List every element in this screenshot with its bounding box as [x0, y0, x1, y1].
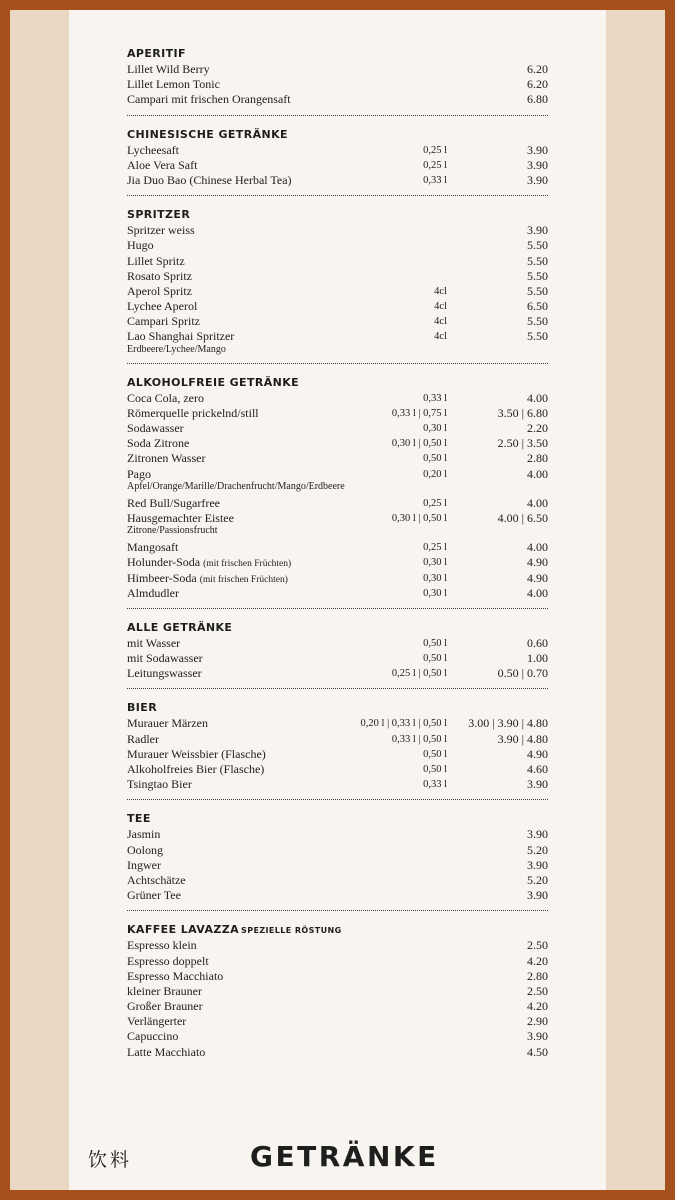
item-name-text: Lycheesaft: [127, 142, 179, 157]
item-price: 4.90: [527, 555, 548, 570]
item-name-text: Campari mit frischen Orangensaft: [127, 92, 291, 107]
menu-item: [127, 888, 548, 903]
section-title: [127, 811, 548, 827]
item-price: 4.90: [527, 746, 548, 761]
dotted-divider: [127, 363, 548, 364]
item-volume: 0,30 l: [423, 587, 447, 599]
item-name-text: mit Wasser: [127, 635, 181, 650]
item-volume: 0,20 l | 0,33 l | 0,50 l: [360, 718, 447, 730]
item-price: 3.90: [527, 1029, 548, 1044]
item-name-text: Grüner Tee: [127, 888, 181, 903]
item-name: [127, 496, 220, 511]
item-name: [127, 1045, 205, 1060]
menu-item: [127, 586, 548, 601]
menu-item: [127, 777, 548, 792]
item-volume: 0,30 l: [423, 423, 447, 434]
menu-item: [127, 269, 548, 284]
item-volume: 0,25 l: [423, 159, 447, 171]
item-name-text: Murauer Märzen: [127, 716, 208, 731]
dotted-divider: [127, 608, 548, 609]
menu-item: [127, 1045, 548, 1060]
item-volume: 4cl: [434, 285, 447, 297]
menu-item: [127, 62, 548, 77]
item-name-text: Murauer Weissbier (Flasche): [127, 746, 266, 761]
menu-item: [127, 571, 548, 586]
menu-item: [127, 636, 548, 651]
menu-item: [127, 451, 548, 466]
item-price: 4.20: [527, 953, 548, 968]
item-price: 2.50 | 3.50: [497, 436, 548, 451]
item-name: [127, 238, 154, 253]
item-name: [127, 762, 264, 777]
item-name-text: Red Bull/Sugarfree: [127, 495, 220, 510]
item-name: [127, 254, 185, 269]
item-name-text: Achtschätze: [127, 872, 186, 887]
item-name: [127, 843, 163, 858]
item-name-text: Himbeer-Soda: [127, 570, 197, 585]
item-price: 4.90: [527, 570, 548, 585]
item-price: 2.50: [527, 938, 548, 953]
menu-item: [127, 555, 548, 570]
item-name: [127, 436, 189, 451]
section-title-text: ALKOHOLFREIE GETRÄNKE: [127, 375, 300, 389]
item-name-text: Römerquelle prickelnd/still: [127, 405, 259, 420]
section-title: [127, 700, 548, 716]
item-name-text: Spritzer weiss: [127, 223, 195, 238]
item-name-text: Pago: [127, 466, 151, 481]
item-name: [127, 158, 197, 173]
menu-item: [127, 954, 548, 969]
dotted-divider: [127, 910, 548, 911]
item-name-text: Hausgemachter Eistee: [127, 510, 234, 525]
menu-item: [127, 1029, 548, 1044]
item-price: 5.50: [527, 253, 548, 268]
item-name-text: Soda Zitrone: [127, 436, 190, 451]
item-name-text: Mangosaft: [127, 540, 179, 555]
section-title-text: ALLE GETRÄNKE: [127, 620, 233, 634]
menu-item: [127, 666, 548, 681]
chinese-title: 饮料: [88, 1149, 133, 1171]
item-price: 3.90: [527, 157, 548, 172]
item-volume: 0,33 l | 0,75 l: [391, 407, 447, 419]
item-name: [127, 77, 220, 92]
item-price: 5.50: [527, 238, 548, 253]
item-price: 3.90: [527, 888, 548, 903]
item-name: [127, 636, 180, 651]
section-subtitle: SPEZIELLE RÖSTUNG: [241, 926, 342, 936]
item-price: 6.20: [527, 77, 548, 92]
item-name: [127, 984, 202, 999]
item-price: 5.20: [527, 842, 548, 857]
item-name-text: Rosato Spritz: [127, 268, 192, 283]
section-title-text: BIER: [127, 701, 158, 715]
item-name-text: Lillet Spritz: [127, 253, 185, 268]
item-price: 5.50: [527, 329, 548, 344]
item-name-text: Coca Cola, zero: [127, 390, 204, 405]
item-name: [127, 777, 192, 792]
item-price: 2.20: [527, 421, 548, 435]
item-volume: 0,50 l: [423, 764, 447, 775]
item-name: [127, 299, 197, 314]
menu-item: [127, 77, 548, 92]
menu-section: [127, 46, 548, 108]
item-name: [127, 421, 184, 436]
item-volume: 0,20 l: [423, 468, 447, 480]
item-volume: 0,33 l: [423, 174, 447, 186]
item-volume: 4cl: [434, 301, 447, 313]
item-name-text: Hugo: [127, 238, 154, 253]
item-price: 2.80: [527, 451, 548, 466]
item-name: [127, 467, 151, 482]
section-title-text: TEE: [127, 812, 151, 826]
item-price: 4.20: [527, 999, 548, 1014]
item-name: [127, 666, 202, 681]
item-name-text: Lao Shanghai Spritzer: [127, 329, 235, 344]
item-name-text: Aloe Vera Saft: [127, 157, 198, 172]
item-name: [127, 938, 197, 953]
item-price: 4.00: [527, 390, 548, 405]
item-name: [127, 223, 195, 238]
item-price: 1.00: [527, 651, 548, 666]
item-name: [127, 586, 179, 601]
item-volume: 0,50 l: [423, 653, 447, 665]
item-name-text: Aperol Spritz: [127, 283, 192, 298]
item-name-text: Sodawasser: [127, 421, 184, 435]
item-name-text: Capuccino: [127, 1029, 179, 1044]
item-name: [127, 173, 292, 188]
item-name-text: Großer Brauner: [127, 999, 203, 1014]
item-price: 3.50 | 6.80: [497, 405, 548, 420]
section-title: [127, 620, 548, 636]
item-price: 3.90: [527, 223, 548, 238]
menu-item: [127, 843, 548, 858]
item-name-text: Lillet Lemon Tonic: [127, 77, 220, 92]
item-name-text: Espresso klein: [127, 938, 197, 953]
item-name-text: Radler: [127, 731, 159, 746]
item-price: 0.50 | 0.70: [497, 666, 548, 681]
menu-item: [127, 762, 548, 777]
item-name: [127, 1029, 178, 1044]
menu-item: [127, 391, 548, 406]
item-volume: 0,30 l: [423, 557, 447, 569]
item-name-text: Lillet Wild Berry: [127, 62, 210, 76]
menu-item: [127, 858, 548, 873]
item-name: [127, 969, 223, 984]
menu-item: [127, 92, 548, 107]
item-name: [127, 999, 203, 1014]
item-name: [127, 511, 234, 526]
menu-item: [127, 540, 548, 555]
item-name-text: Jasmin: [127, 827, 161, 842]
item-name: [127, 451, 205, 466]
item-price: 5.50: [527, 314, 548, 329]
drinks-menu: [127, 46, 548, 1060]
item-name-text: Latte Macchiato: [127, 1044, 206, 1059]
item-price: 6.80: [527, 92, 548, 107]
item-name-text: Leitungswasser: [127, 666, 202, 681]
menu-item: [127, 651, 548, 666]
item-volume: 0,25 l | 0,50 l: [391, 668, 447, 680]
menu-item: [127, 406, 548, 421]
menu-item: [127, 238, 548, 253]
menu-item: [127, 938, 548, 953]
menu-item: [127, 223, 548, 238]
menu-section: [127, 127, 548, 189]
item-price: 4.00: [527, 585, 548, 600]
menu-item: [127, 984, 548, 999]
section-title-text: CHINESISCHE GETRÄNKE: [127, 127, 288, 141]
section-title-text: KAFFEE LAVAZZA: [127, 923, 240, 937]
item-volume: 0,33 l | 0,50 l: [391, 733, 447, 745]
section-title: [127, 46, 548, 62]
menu-item: [127, 716, 548, 731]
menu-title: GETRÄNKE: [250, 1140, 439, 1173]
item-volume: 0,30 l | 0,50 l: [391, 512, 447, 524]
item-name-text: Jia Duo Bao (Chinese Herbal Tea): [127, 172, 292, 187]
section-title: [127, 375, 548, 391]
menu-section: [127, 207, 548, 356]
menu-item: [127, 969, 548, 984]
item-name: [127, 92, 291, 107]
item-price: 2.80: [527, 968, 548, 983]
item-name: [127, 732, 159, 747]
dotted-divider: [127, 799, 548, 800]
menu-item: [127, 873, 548, 888]
item-name: [127, 314, 200, 329]
menu-item: [127, 158, 548, 173]
dotted-divider: [127, 195, 548, 196]
item-volume: 0,33 l: [423, 779, 447, 791]
dotted-divider: [127, 688, 548, 689]
item-volume: 0,50 l: [423, 453, 447, 465]
item-volume: 0,50 l: [423, 748, 447, 760]
item-note: (mit frischen Früchten): [203, 559, 292, 570]
item-name: [127, 873, 186, 888]
item-volume: 0,30 l: [423, 572, 447, 584]
item-price: 3.90: [527, 777, 548, 792]
item-name: [127, 651, 203, 666]
item-name: [127, 391, 204, 406]
menu-section: [127, 620, 548, 682]
item-variants: Erdbeere/Lychee/Mango: [127, 343, 226, 355]
section-title: [127, 127, 548, 143]
item-volume: 0,25 l: [423, 542, 447, 554]
item-name-text: Lychee Aperol: [127, 299, 198, 314]
item-volume: 4cl: [434, 316, 447, 328]
item-price: 5.50: [527, 283, 548, 298]
menu-item: [127, 436, 548, 451]
item-price: 3.00 | 3.90 | 4.80: [468, 716, 548, 731]
item-price: 5.20: [527, 872, 548, 887]
menu-item: [127, 496, 548, 511]
menu-item: [127, 314, 548, 329]
item-name-text: Ingwer: [127, 857, 161, 872]
item-price: 4.60: [527, 762, 548, 776]
item-name-text: Espresso Macchiato: [127, 968, 224, 983]
item-name: [127, 954, 209, 969]
menu-item: [127, 254, 548, 269]
menu-item: [127, 143, 548, 158]
item-name: [127, 269, 192, 284]
menu-section: [127, 700, 548, 792]
item-volume: 4cl: [434, 331, 447, 343]
item-variants: Apfel/Orange/Marille/Drachenfrucht/Mango/Erdbeere: [127, 480, 345, 492]
menu-item: [127, 999, 548, 1014]
item-volume: 0,30 l | 0,50 l: [391, 438, 447, 450]
item-name-text: Campari Spritz: [127, 314, 200, 329]
menu-item: [127, 511, 548, 526]
menu-section: [127, 375, 548, 601]
menu-item: [127, 421, 548, 436]
item-price: 2.90: [527, 1014, 548, 1029]
menu-item: [127, 467, 548, 482]
item-price: 6.50: [527, 299, 548, 314]
item-name: [127, 716, 208, 731]
section-title-text: APERITIF: [127, 47, 186, 60]
item-name: [127, 284, 192, 299]
item-name: [127, 888, 181, 903]
item-name: [127, 1014, 186, 1029]
menu-item: [127, 827, 548, 842]
item-name: [127, 858, 161, 873]
item-price: 6.20: [527, 62, 548, 76]
menu-section: [127, 922, 548, 1060]
item-variants: Zitrone/Passionsfrucht: [127, 525, 218, 537]
item-name-text: Oolong: [127, 842, 163, 857]
item-name: [127, 540, 178, 555]
item-price: 3.90: [527, 142, 548, 157]
menu-item: [127, 1014, 548, 1029]
item-price: 3.90 | 4.80: [497, 731, 548, 746]
item-name-text: Verlängerter: [127, 1014, 187, 1029]
item-price: 3.90: [527, 172, 548, 187]
menu-item: [127, 329, 548, 344]
item-price: 3.90: [527, 827, 548, 842]
menu-item: [127, 173, 548, 188]
item-name: [127, 406, 259, 421]
item-price: 0.60: [527, 635, 548, 650]
item-name-text: Almdudler: [127, 585, 179, 600]
item-price: 2.50: [527, 983, 548, 998]
item-price: 5.50: [527, 268, 548, 283]
section-title-text: SPRITZER: [127, 208, 191, 222]
dotted-divider: [127, 115, 548, 116]
item-name-text: Holunder-Soda: [127, 555, 201, 570]
menu-section: [127, 811, 548, 903]
item-volume: 0,33 l: [423, 392, 447, 404]
item-volume: 0,25 l: [423, 144, 447, 156]
item-name-text: kleiner Brauner: [127, 983, 202, 998]
item-volume: 0,50 l: [423, 637, 447, 649]
menu-item: [127, 299, 548, 314]
section-title: [127, 922, 548, 938]
section-title: [127, 207, 548, 223]
item-name-text: mit Sodawasser: [127, 651, 203, 666]
item-volume: 0,25 l: [423, 497, 447, 509]
item-price: 4.00: [527, 540, 548, 555]
item-price: 4.00: [527, 495, 548, 510]
item-price: 4.00 | 6.50: [497, 510, 548, 525]
item-name: [127, 62, 210, 77]
item-name-text: Tsingtao Bier: [127, 777, 192, 792]
item-name: [127, 329, 234, 344]
item-name: [127, 143, 179, 158]
item-price: 3.90: [527, 857, 548, 872]
item-price: 4.50: [527, 1044, 548, 1059]
item-name-text: Espresso doppelt: [127, 953, 209, 968]
item-price: 4.00: [527, 466, 548, 481]
menu-item: [127, 732, 548, 747]
item-name-text: Zitronen Wasser: [127, 451, 206, 466]
item-note: (mit frischen Früchten): [199, 574, 288, 585]
item-name: [127, 827, 160, 842]
menu-item: [127, 747, 548, 762]
menu-item: [127, 284, 548, 299]
item-name-text: Alkoholfreies Bier (Flasche): [127, 762, 265, 776]
item-name: [127, 747, 266, 762]
